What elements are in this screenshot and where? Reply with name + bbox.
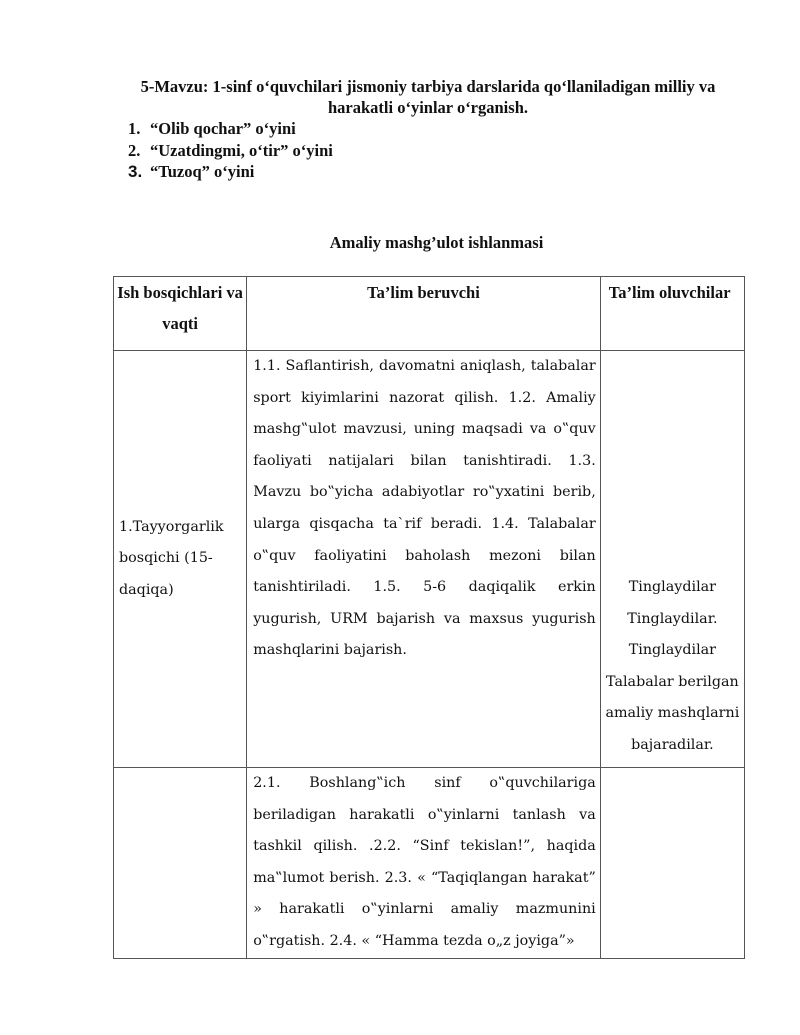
stage-cell (114, 768, 247, 959)
list-item (128, 140, 333, 162)
page-title: 5-Mavzu: 1-sinf o‘quvchilari jismoniy tarbiya darslarida qo‘llaniladigan milliy va harakatli o‘yinlar o‘rganish. (140, 77, 716, 117)
table-row (114, 768, 745, 959)
students-line: Tinglaydilar (628, 642, 717, 658)
students-cell (600, 768, 744, 959)
list-number: 2. (128, 140, 141, 160)
section-subtitle: Amaliy mashg’ulot ishlanmasi (329, 233, 544, 252)
list-number: 1. (128, 119, 141, 138)
list-text: “Uzatdingmi, o‘tir” o‘yini (150, 140, 333, 160)
column-header-stage: Ish bosqichlari va vaqti (114, 277, 247, 351)
lesson-plan-table (113, 276, 745, 959)
stage-cell: 1.Tayyorgarlik bosqichi (15-daqiqa) (114, 351, 247, 768)
list-text: “Olib qochar” o‘yini (150, 119, 296, 138)
students-line: Tinglaydilar (628, 579, 717, 595)
students-line: Tinglaydilar. (627, 610, 718, 627)
list-number: 3. (128, 162, 143, 181)
list-item (128, 118, 333, 140)
teacher-cell: 1.1. Saflantirish, davomatni aniqlash, talabalar sport kiyimlarini nazorat qilish. 1.2. Amaliy mashg‟ulot mavzusi, uning maqsadi va o‟quv faoliyati natijalari bilan tanishtiradi. 1.3. Mavzu bo‟yicha adabiyotlar ro‟yxatini berib, ularga qisqacha ta`rif beradi. 1.4. Talabalar o‟quv faoliyatini baholash mezoni bilan tanishtiriladi. 1.5. 5-6 daqiqalik erkin yugurish, URM bajarish va maxsus yugurish mashqlarini bajarish. (247, 351, 601, 768)
teacher-cell: 2.1. Boshlang‟ich sinf o‟quvchilariga beriladigan harakatli o‟yinlarni tanlash va tashkil qilish. .2.2. “Sinf tekislan!”, haqida ma‟lumot berish. 2.3. « “Taqiqlangan harakat” » harakatli o‟yinlarni amaliy mazmunini o‟rgatish. 2.4. « “Hamma tezda o„z joyiga”» (247, 768, 601, 959)
list-text: “Tuzoq” o‘yini (150, 162, 255, 181)
table-row (114, 351, 745, 768)
column-header-students: Ta’lim oluvchilar (600, 277, 744, 351)
students-line: Talabalar berilgan amaliy mashqlarni bajaradilar. (605, 673, 740, 753)
topic-list (128, 118, 333, 183)
table-header-row (114, 277, 745, 351)
column-header-teacher: Ta’lim beruvchi (247, 277, 601, 351)
list-item (128, 161, 333, 183)
students-cell (600, 351, 744, 768)
